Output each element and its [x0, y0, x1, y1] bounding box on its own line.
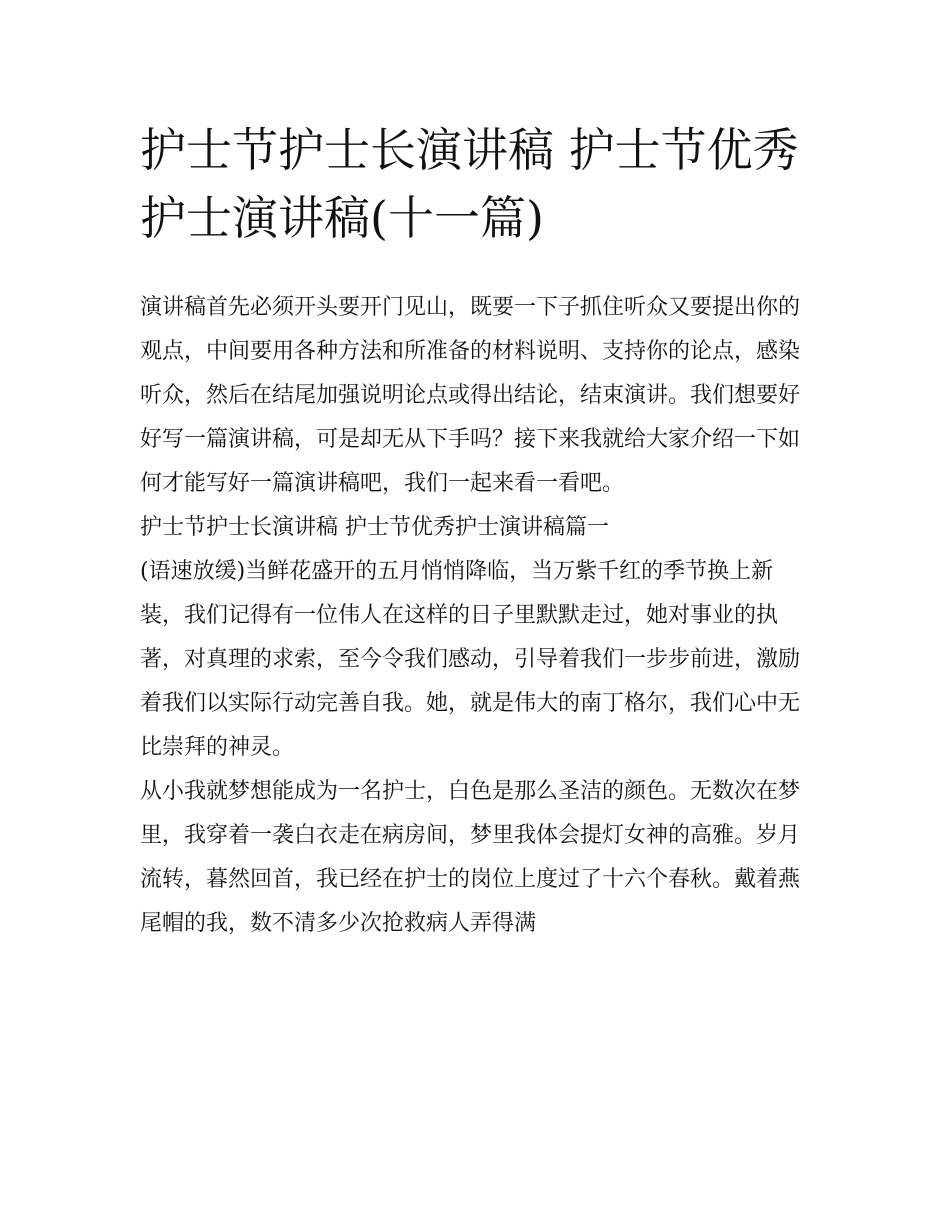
- body-paragraph-1: (语速放缓)当鲜花盛开的五月悄悄降临，当万紫千红的季节换上新装，我们记得有一位伟人在这样的日子里默默走过，她对事业的执著，对真理的求索，至今令我们感动，引导着我们一步步前进，激励着我们以实际行动完善自我。她，就是伟大的南丁格尔，我们心中无比崇拜的神灵。: [140, 559, 801, 760]
- document-title: 护士节护士长演讲稿 护士节优秀护士演讲稿(十一篇): [140, 123, 799, 245]
- section-heading: 护士节护士长演讲稿 护士节优秀护士演讲稿篇一: [140, 515, 609, 540]
- intro-paragraph: 演讲稿首先必须开头要开门见山，既要一下子抓住听众又要提出你的观点，中间要用各种方法和所准备的材料说明、支持你的论点，感染听众，然后在结尾加强说明论点或得出结论，结束演讲。我们想要好好写一篇演讲稿，可是却无从下手吗？接下来我就给大家介绍一下如何才能写好一篇演讲稿吧，我们一起来看一看吧。: [140, 295, 801, 496]
- body-paragraph-2: 从小我就梦想能成为一名护士，白色是那么圣洁的颜色。无数次在梦里，我穿着一袭白衣走在病房间，梦里我体会提灯女神的高雅。岁月流转，暮然回首，我已经在护士的岗位上度过了十六个春秋。戴着燕尾帽的我，数不清多少次抢救病人弄得满: [140, 779, 801, 936]
- document-page: [140, 116, 812, 946]
